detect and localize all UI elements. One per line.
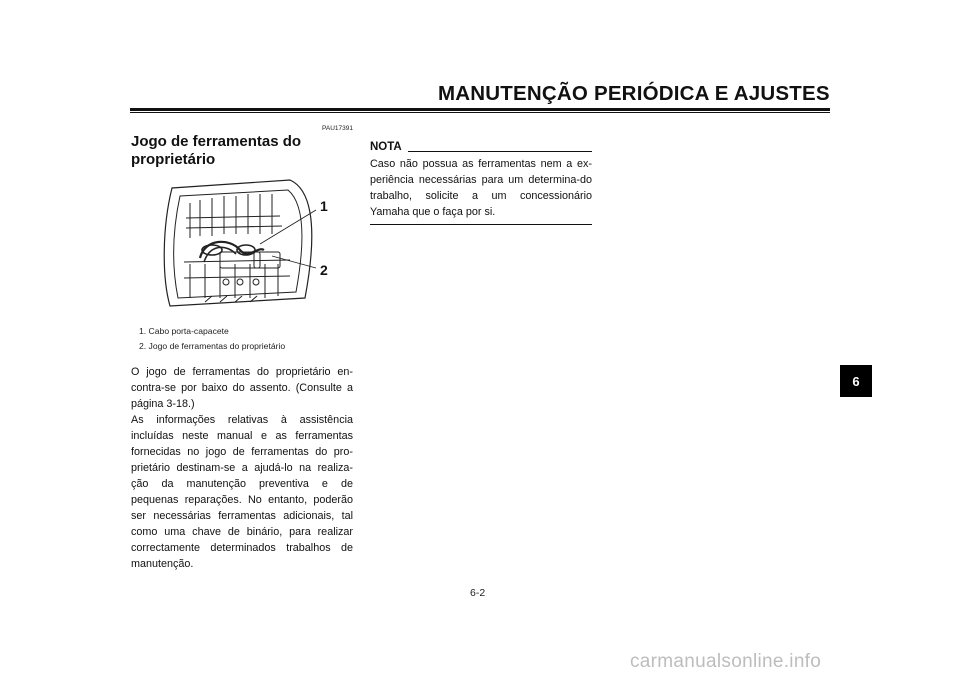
- figure-caption: 2. Jogo de ferramentas do proprietário: [139, 341, 286, 351]
- note-text: Caso não possua as ferramentas nem a ex-periência necessárias para um determina-do trabalho, solicite a um concessionário Yamaha que o faça por si.: [370, 158, 592, 218]
- figure-caption-list: [139, 324, 359, 354]
- callout-number: 2: [320, 262, 328, 278]
- section-code: PAU17391: [322, 125, 353, 132]
- page-title: MANUTENÇÃO PERIÓDICA E AJUSTES: [438, 82, 830, 105]
- paragraph: As informações relativas à assistência incluídas neste manual e as ferramentas fornecidas no jogo de ferramentas do pro-prietário destinam-se a ajudá-lo na realiza-ção da manutenção preventiva e de pequenas reparações. No entanto, poderão ser necessárias ferramentas adicionais, tal como uma chave de binário, para realizar correctamente determinados trabalhos de manutenção.: [131, 414, 353, 570]
- note-header: [370, 138, 592, 154]
- chapter-tab: 6: [840, 365, 872, 397]
- header-rule-thin: [130, 112, 830, 113]
- figure-caption: 1. Cabo porta-capacete: [139, 326, 229, 336]
- page-number: 6-2: [470, 587, 486, 599]
- note-box: [370, 138, 592, 225]
- paragraph: O jogo de ferramentas do proprietário en-contra-se por baixo do assento. (Consulte a página 3-18.): [131, 366, 353, 410]
- section-heading: Jogo de ferramentas do proprietário: [131, 133, 302, 168]
- note-title: NOTA: [370, 141, 402, 153]
- watermark: carmanualsonline.info: [630, 651, 822, 672]
- note-bottom-rule: [370, 224, 592, 225]
- header-rule: [130, 108, 830, 111]
- callout-number: 1: [320, 198, 328, 214]
- note-title-rule: [408, 151, 592, 152]
- body-text: [131, 364, 353, 572]
- tool-kit-illustration: [160, 178, 340, 308]
